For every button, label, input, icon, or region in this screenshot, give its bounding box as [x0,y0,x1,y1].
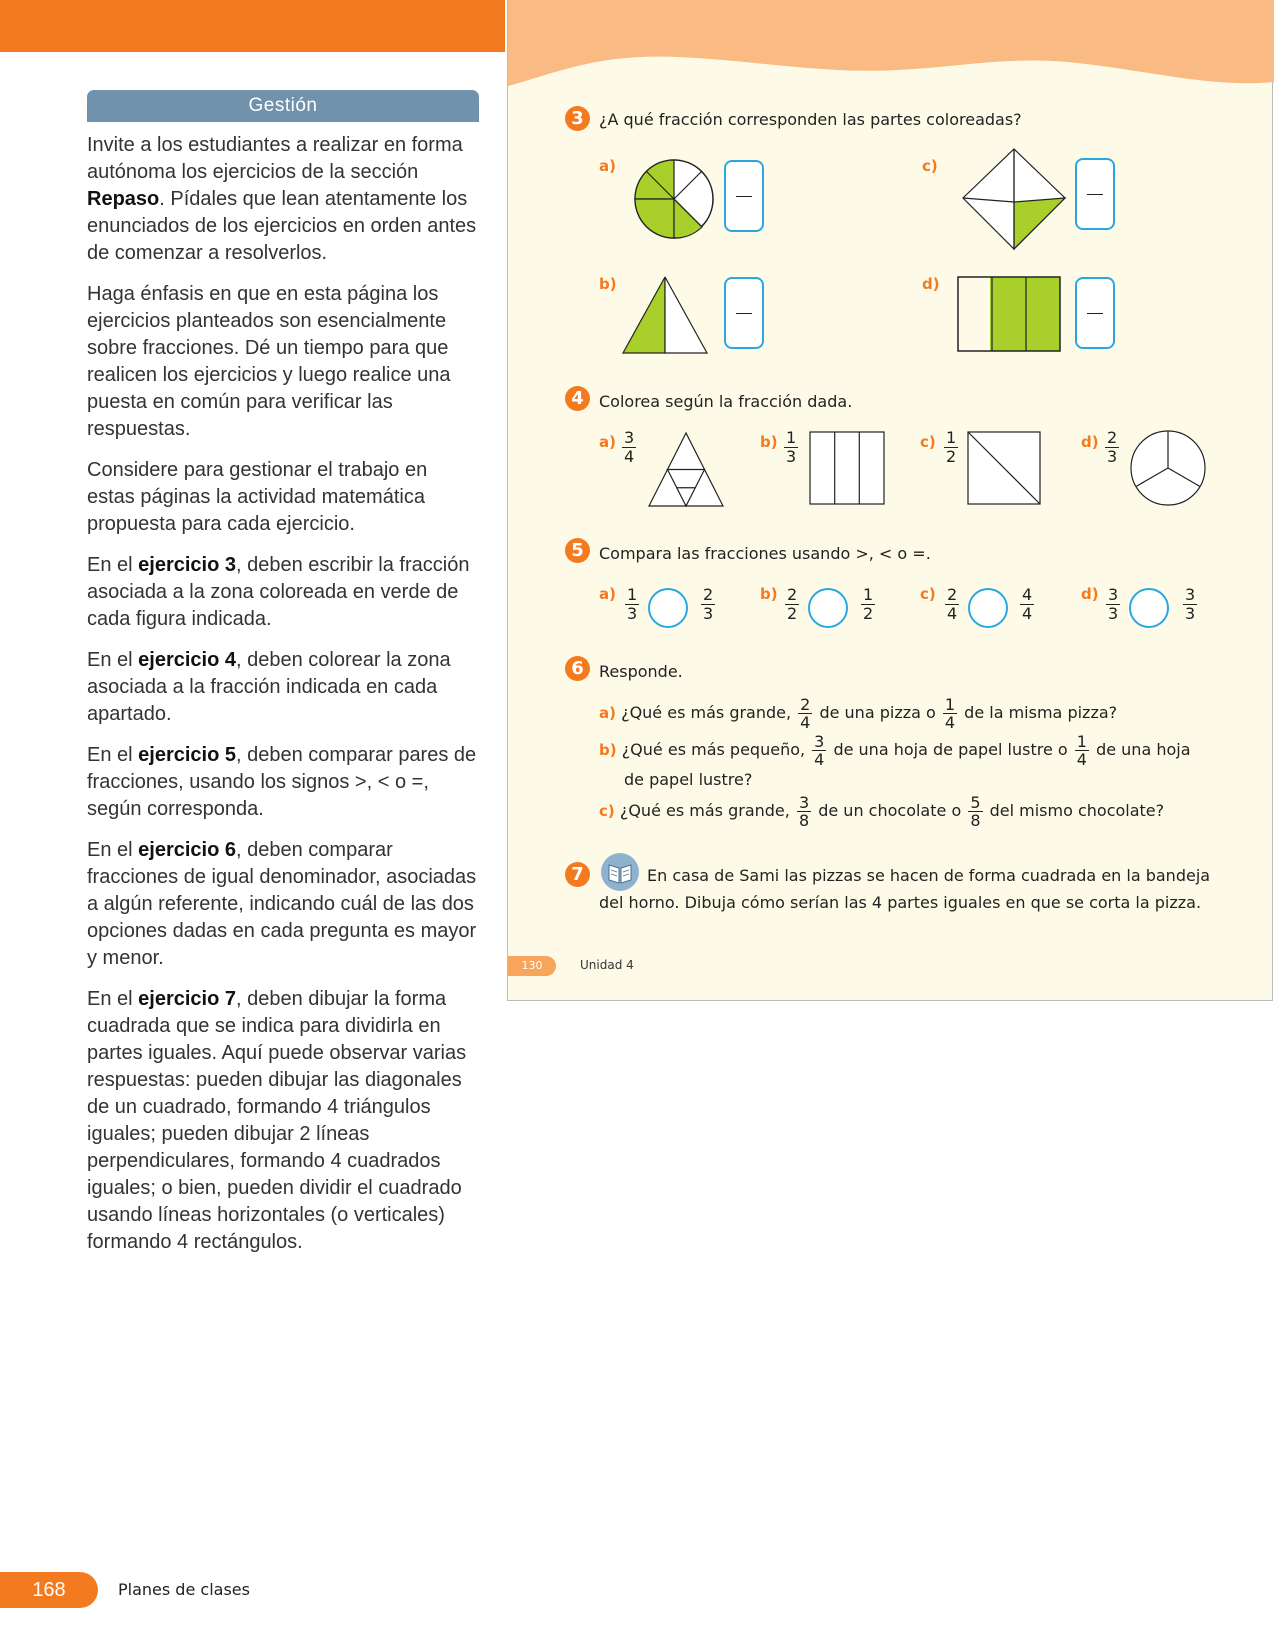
exercise-7-number: 7 [565,862,590,887]
ex4-fraction-a: $\frac{3}{4}$ [624,428,635,466]
ex5-label-b: b) [760,585,778,603]
ex4-label-b: b) [760,433,778,451]
ex4-square-figure[interactable] [966,430,1042,506]
unit-label: Unidad 4 [580,958,634,972]
note-paragraph-4: En el ejercicio 3, deben escribir la fracción asociada a la zona coloreada en verde de cada figura indicada. [87,554,470,630]
note-paragraph-3: Considere para gestionar el trabajo en estas páginas la actividad matemática propuesta para cada ejercicio. [87,459,428,535]
ex6-c-fraction-2: $\frac{5}{8}$ [970,793,981,830]
ex6-item-a: a) ¿Qué es más grande, $\frac{2}{4}$ de una pizza o $\frac{1}{4}$ de la misma pizza? [599,695,1118,732]
note-paragraph-5: En el ejercicio 4, deben colorear la zona asociada a la fracción indicada en cada apartado. [87,649,451,725]
ex3-answer-box-d[interactable] [1075,277,1115,349]
note-paragraph-2: Haga énfasis en que en esta página los ejercicios planteados son esencialmente sobre fracciones. Dé un tiempo para que realicen los ejercicios y luego realice una puesta en común para verificar las respuestas. [87,283,451,440]
ex5-label-d: d) [1081,585,1099,603]
ex3-answer-box-a[interactable] [724,160,764,232]
ex3-label-b: b) [599,275,617,293]
note-paragraph-7: En el ejercicio 6, deben comparar fracciones de igual denominador, asociadas a algún referente, indicando cuál de las dos opciones dadas en cada pregunta es mayor y menor. [87,839,477,969]
note-paragraph-8: En el ejercicio 7, deben dibujar la forma cuadrada que se indica para dividirla en partes iguales. Aquí puede observar varias respuestas: pueden dibujar las diagonales de un cuadrado, formando 4 triángulos iguales; pueden dibujar 2 líneas perpendiculares, formando 4 cuadrados iguales; o bien, pueden dividir el cuadrado usando líneas horizontales (o verticales) formando 4 rectángulos. [87,988,467,1253]
ex6-c-fraction-1: $\frac{3}{8}$ [798,793,810,830]
ex5-label-c: c) [920,585,936,603]
ex5-right-fraction-d: $\frac{3}{3}$ [1185,585,1196,623]
footer-label: Planes de clases [118,1580,250,1599]
panel-page-number: 130 [508,956,556,976]
ex5-left-fraction-b: $\frac{2}{2}$ [787,585,798,623]
gestion-heading: Gestión [87,90,479,122]
ex5-right-fraction-c: $\frac{4}{4}$ [1022,585,1033,623]
ex5-left-fraction-d: $\frac{3}{3}$ [1108,585,1119,623]
ex4-fraction-d: $\frac{2}{3}$ [1107,428,1118,466]
ex4-triangle-figure[interactable] [647,430,725,508]
ex4-label-c: c) [920,433,936,451]
ex3-diamond-figure [960,146,1068,252]
ex5-left-fraction-c: $\frac{2}{4}$ [947,585,958,623]
ex5-compare-circle-c[interactable] [968,588,1008,628]
ex6-a-fraction-2: $\frac{1}{4}$ [944,695,956,732]
ex6-b-fraction-1: $\frac{3}{4}$ [814,732,825,769]
ex6-item-c: c) ¿Qué es más grande, $\frac{3}{8}$ de un chocolate o $\frac{5}{8}$ del mismo chocolate? [599,793,1165,830]
ex3-triangle-figure [620,274,710,356]
student-page-panel [507,0,1273,1001]
book-icon [599,852,641,892]
exercise-3-question: ¿A qué fracción corresponden las partes coloreadas? [599,110,1022,129]
ex6-b-fraction-2: $\frac{1}{4}$ [1076,732,1087,769]
ex5-left-fraction-a: $\frac{1}{3}$ [627,585,638,623]
exercise-3-number: 3 [565,106,590,131]
exercise-4-number: 4 [565,386,590,411]
ex5-right-fraction-a: $\frac{2}{3}$ [703,585,714,623]
ex3-label-c: c) [922,157,938,175]
page-number-badge: 168 [0,1572,98,1608]
note-paragraph-1: Invite a los estudiantes a realizar en forma autónoma los ejercicios de la sección Repaso. Pídales que lean atentamente los enunciados de los ejercicios en orden antes de comenzar a resolverlos. [87,134,477,264]
ex5-label-a: a) [599,585,616,603]
ex4-label-a: a) [599,433,616,451]
exercise-7-line-2: del horno. Dibuja cómo serían las 4 partes iguales en que se corta la pizza. [599,893,1202,912]
exercise-6-number: 6 [565,656,590,681]
ex4-fraction-c: $\frac{1}{2}$ [946,428,957,466]
ex3-rectangle-figure [956,275,1062,353]
ex3-label-a: a) [599,157,616,175]
ex4-circle-figure[interactable] [1128,428,1208,508]
ex5-compare-circle-d[interactable] [1129,588,1169,628]
exercise-6-question: Responde. [599,662,683,681]
ex3-circle-figure [632,157,716,241]
ex4-fraction-b: $\frac{1}{3}$ [786,428,797,466]
ex6-a-fraction-1: $\frac{2}{4}$ [800,695,811,732]
exercise-4-question: Colorea según la fracción dada. [599,392,853,411]
ex3-answer-box-c[interactable] [1075,158,1115,230]
ex4-label-d: d) [1081,433,1099,451]
note-paragraph-6: En el ejercicio 5, deben comparar pares de fracciones, usando los signos >, < o =, según corresponda. [87,744,477,820]
exercise-5-number: 5 [565,538,590,563]
teacher-notes [87,90,479,1256]
exercise-5-question: Compara las fracciones usando >, < o =. [599,544,931,563]
ex3-label-d: d) [922,275,940,293]
ex4-rectangle-figure[interactable] [808,430,886,506]
ex6-item-b-continuation: de papel lustre? [624,770,753,789]
ex5-right-fraction-b: $\frac{1}{2}$ [863,585,874,623]
ex5-compare-circle-a[interactable] [648,588,688,628]
exercise-7-line-1: En casa de Sami las pizzas se hacen de forma cuadrada en la bandeja [647,866,1211,885]
top-orange-bar [0,0,505,52]
ex5-compare-circle-b[interactable] [808,588,848,628]
ex3-answer-box-b[interactable] [724,277,764,349]
ex6-item-b: b) ¿Qué es más pequeño, $\frac{3}{4}$ de una hoja de papel lustre o $\frac{1}{4}$ de una hoja [599,732,1191,769]
